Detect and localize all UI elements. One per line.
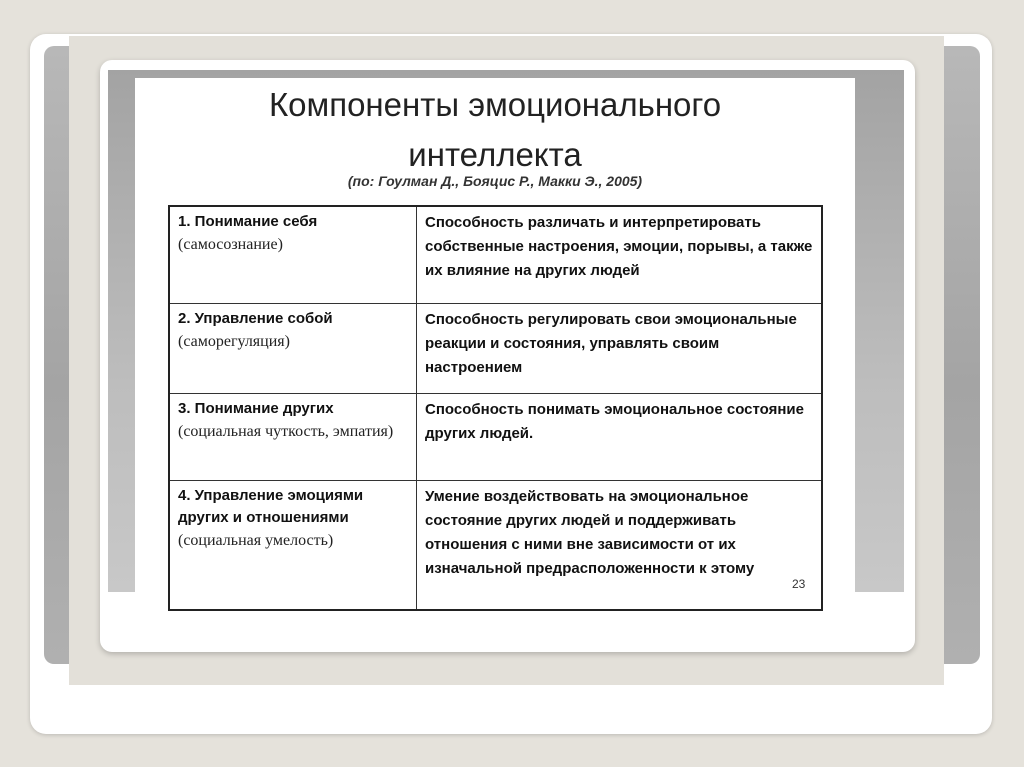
component-note: (социальная умелость) xyxy=(178,531,334,549)
component-note: (социальная чуткость, эмпатия) xyxy=(178,423,394,441)
slide-title-line2: интеллекта xyxy=(408,136,582,173)
table-row xyxy=(169,206,822,303)
component-name: 2. Управление собой xyxy=(178,309,333,327)
slide-subtitle: (по: Гоулман Д., Бояцис Р., Макки Э., 2005) xyxy=(347,173,643,189)
component-name: 1. Понимание себя xyxy=(178,213,318,230)
slide-content xyxy=(135,78,855,620)
component-description: Способность регулировать свои эмоциональные реакции и состояния, управлять своим настроением xyxy=(417,303,823,393)
component-note: (самосознание) xyxy=(178,236,283,253)
component-cell xyxy=(169,394,417,480)
components-table xyxy=(168,205,823,611)
table-row xyxy=(169,480,822,610)
component-name: 3. Понимание других xyxy=(178,400,334,418)
component-cell xyxy=(169,206,417,303)
component-description: Способность различать и интерпретировать собственные настроения, эмоции, порывы, а также их влияние на других людей xyxy=(417,206,823,303)
page-number: 23 xyxy=(792,577,806,591)
component-description: Способность понимать эмоциональное состояние других людей. xyxy=(417,394,823,480)
table-row xyxy=(169,394,822,480)
slide-title xyxy=(135,80,855,180)
component-description: Умение воздействовать на эмоциональное состояние других людей и поддерживать отношения с ними вне зависимости от их изначальной предрасположенности к этому xyxy=(417,480,823,610)
component-cell xyxy=(169,303,417,393)
slide-title-line1: Компоненты эмоционального xyxy=(268,86,722,123)
component-cell xyxy=(169,480,417,610)
right-side-bar xyxy=(940,46,980,664)
component-name: 4. Управление эмоциями других и отношениями xyxy=(178,486,364,526)
table-row xyxy=(169,303,822,393)
component-note: (саморегуляция) xyxy=(178,332,290,350)
